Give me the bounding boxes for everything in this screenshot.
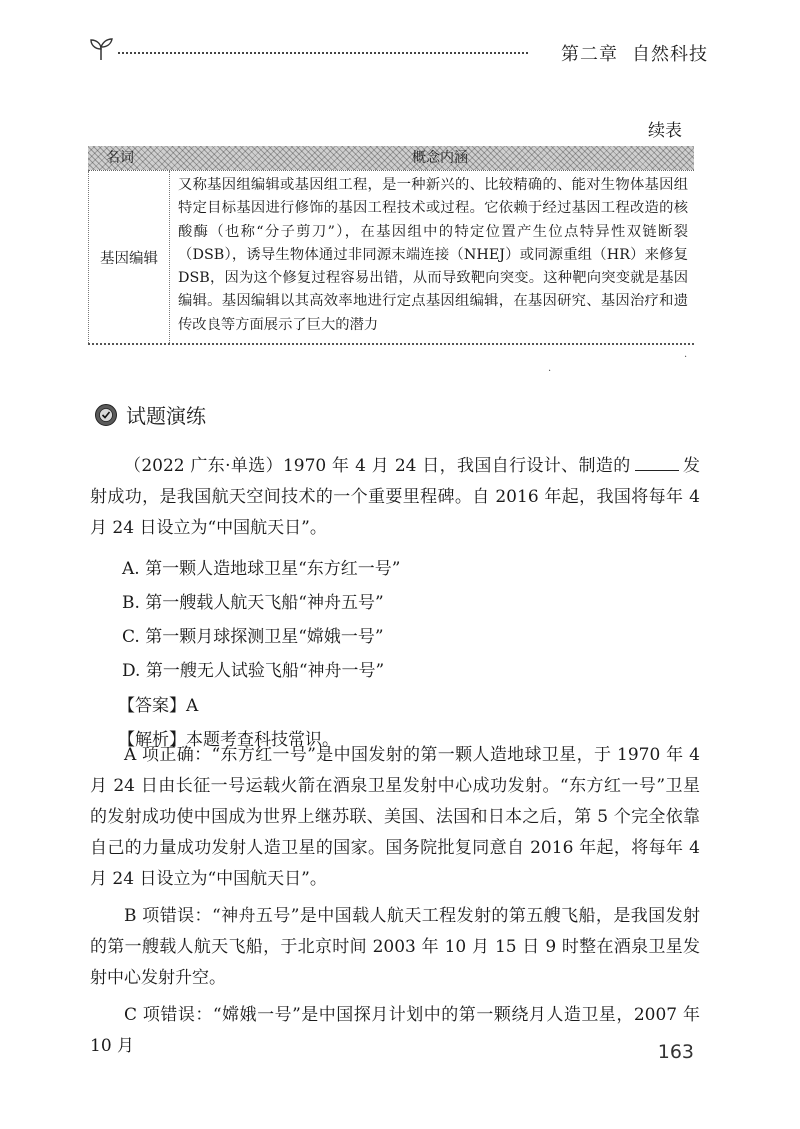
column-header-term: 名词	[106, 150, 134, 166]
page-number: 163	[657, 1041, 694, 1063]
header-rule	[118, 52, 528, 54]
chapter-number: 第二章	[561, 44, 618, 65]
continued-label: 续表	[648, 121, 682, 141]
exercise-badge-icon	[94, 403, 118, 427]
option-c: C. 第一颗月球探测卫星“嫦娥一号”	[122, 627, 384, 647]
definition-cell: 又称基因组编辑或基因组工程，是一种新兴的、比较精确的、能对生物体基因组特定目标基因进行修饰的基因工程技术或过程。它依赖于经过基因工程改造的核酸酶（也称“分子剪刀”），在基因组中的特定位置产生位点特异性双链断裂（DSB），诱导生物体通过非同源末端连接（NHEJ）或同源重组（HR）来修复DSB，因为这个修复过程容易出错，从而导致靶向突变。这种靶向突变就是基因编辑。基因编辑以其高效率地进行定点基因组编辑，在基因研究、基因治疗和遗传改良等方面展示了巨大的潜力	[178, 177, 688, 333]
scan-speck: ·	[548, 366, 552, 377]
explanation-a: A 项正确：“东方红一号”是中国发射的第一颗人造地球卫星，于 1970 年 4 月 24 日由长征一号运载火箭在酒泉卫星发射中心成功发射。“东方红一号”卫星的发射成功使中国成为世界上继苏联、美国、法国和日本之后，第 5 个完全依靠自己的力量成功发射人造卫星的国家。国务院批复同意自 2016 年起，将每年 4 月 24 日设立为“中国航天日”。	[90, 745, 700, 889]
answer-line	[118, 689, 339, 723]
option-d: D. 第一艘无人试验飞船“神舟一号”	[122, 661, 385, 681]
answer-label: 【答案】	[118, 696, 186, 716]
section-title: 试题演练	[126, 404, 206, 428]
section-heading	[94, 400, 206, 429]
option-a: A. 第一颗人造地球卫星“东方红一号”	[122, 559, 401, 579]
option-b: B. 第一艘载人航天飞船“神舟五号”	[122, 593, 384, 613]
scan-speck: ·	[684, 352, 688, 363]
explanations	[90, 740, 700, 1068]
question-stem	[90, 451, 700, 544]
answer-value: A	[186, 696, 199, 716]
table-row	[88, 170, 694, 343]
table-header	[88, 146, 694, 170]
stem-text-before-blank: （2022 广东·单选）1970 年 4 月 24 日，我国自行设计、制造的	[124, 456, 631, 476]
analysis-label: 【解析】	[118, 730, 186, 750]
chapter-title: 自然科技	[632, 44, 708, 65]
term-table	[88, 146, 694, 345]
fill-in-blank	[635, 454, 679, 471]
explanation-b: B 项错误：“神舟五号”是中国载人航天工程发射的第五艘飞船，是我国发射的第一艘载人航天飞船，于北京时间 2003 年 10 月 15 日 9 时整在酒泉卫星发射中心发射升空。	[90, 906, 700, 988]
running-header	[88, 36, 708, 66]
explanation-c: C 项错误：“嫦娥一号”是中国探月计划中的第一颗绕月人造卫星，2007 年 10 月	[90, 1005, 700, 1056]
sprout-icon	[88, 36, 114, 62]
column-header-definition: 概念内涵	[412, 150, 468, 166]
term-cell: 基因编辑	[88, 171, 170, 343]
answer-options	[122, 552, 400, 688]
stem-text-after-blank: 发射成功，是我国航天空间技术的一个重要里程碑。自 2016 年起，我国将每年 4 月 24 日设立为“中国航天日”。	[90, 456, 700, 538]
analysis-text: 本题考查科技常识。	[186, 730, 339, 750]
chapter-heading	[547, 40, 708, 66]
